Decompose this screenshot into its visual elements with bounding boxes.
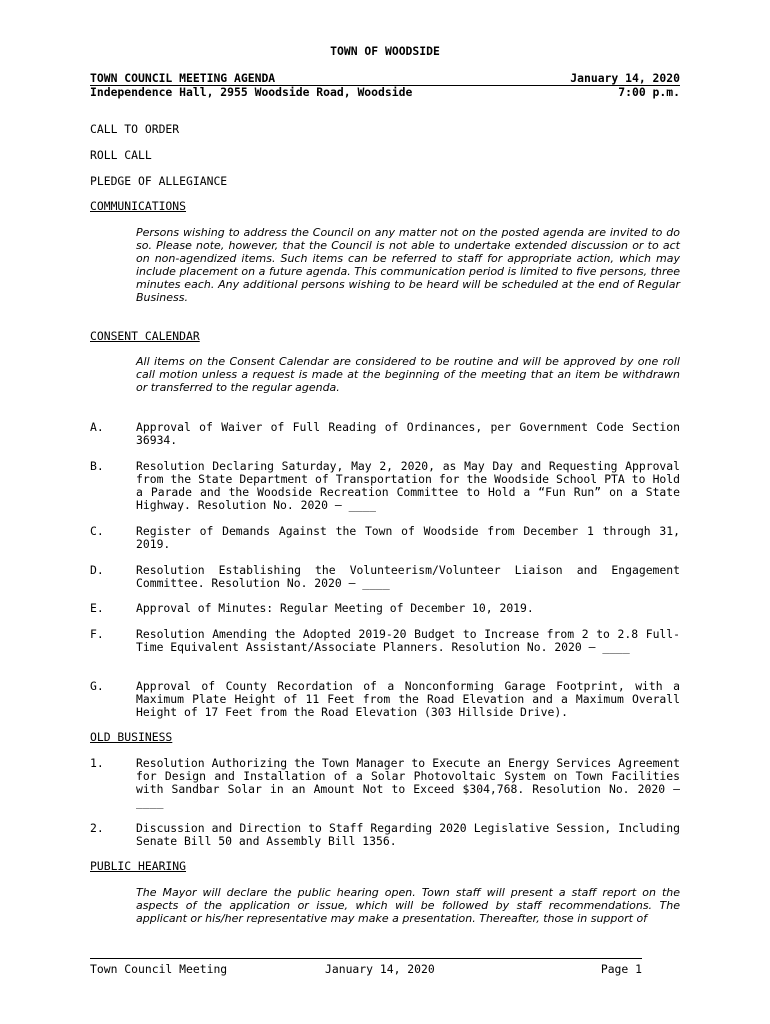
footer-date: January 14, 2020 [325,962,435,976]
item-text: Approval of Minutes: Regular Meeting of December 10, 2019. [136,601,534,615]
item-label: E. [90,601,104,615]
item-label: B. [90,459,104,473]
header-row-title [90,72,680,86]
agenda-header [90,72,680,99]
item-label: C. [90,524,104,538]
item-label: D. [90,563,104,577]
town-title: TOWN OF WOODSIDE [330,44,440,58]
item-label: A. [90,420,104,434]
meeting-date: January 14, 2020 [570,71,680,85]
page-footer [90,958,642,976]
pledge-heading: PLEDGE OF ALLEGIANCE [90,174,228,188]
footer-meeting: Town Council Meeting [90,962,228,976]
communications-heading: COMMUNICATIONS [90,199,187,213]
item-text: Resolution Declaring Saturday, May 2, 2020, as May Day and Requesting Approval from the State Department of Transportation for the Woodside School PTA to Hold a Parade and the Woodside Recreation Committee to Hold a “Fun Run” on a State Highway. Resolution No. 2020 – ____ [136,459,680,512]
consent-calendar-heading: CONSENT CALENDAR [90,329,200,343]
public-hearing-heading: PUBLIC HEARING [90,859,187,873]
old-business-heading: OLD BUSINESS [90,730,173,744]
item-text: Resolution Establishing the Volunteerism/Volunteer Liaison and Engagement Committee. Resolution No. 2020 – ____ [136,563,680,590]
item-label: 1. [90,756,104,770]
meeting-time: 7:00 p.m. [618,85,680,99]
item-label: F. [90,627,104,641]
item-text: Resolution Amending the Adopted 2019-20 Budget to Increase from 2 to 2.8 Full-Time Equivalent Assistant/Associate Planners. Resolution No. 2020 – ____ [136,627,680,654]
item-text: Resolution Authorizing the Town Manager to Execute an Energy Services Agreement for Design and Installation of a Solar Photovoltaic System on Town Facilities with Sandbar Solar in an Amount Not to Exceed $304,768. Resolution No. 2020 – ____ [136,756,680,809]
agenda-title: TOWN COUNCIL MEETING AGENDA [90,71,276,85]
consent-intro-text: All items on the Consent Calendar are considered to be routine and will be approved by one roll call motion unless a request is made at the beginning of the meeting that an item be withdrawn or transferred to the regular agenda. [136,355,680,394]
public-hearing-text: The Mayor will declare the public hearing open. Town staff will present a staff report on the aspects of the application or issue, which will be followed by staff recommendations. The applicant or his/her representative may make a presentation. Thereafter, those in support of [136,886,680,925]
item-text: Approval of Waiver of Full Reading of Ordinances, per Government Code Section 36934. [136,420,680,447]
item-text: Discussion and Direction to Staff Regarding 2020 Legislative Session, Including Senate Bill 50 and Assembly Bill 1356. [136,821,680,848]
item-label: 2. [90,821,104,835]
item-text: Register of Demands Against the Town of Woodside from December 1 through 31, 2019. [136,524,680,551]
item-label: G. [90,679,104,693]
meeting-location: Independence Hall, 2955 Woodside Road, Woodside [90,85,413,99]
footer-page-number: Page 1 [600,962,642,976]
header-row-location [90,86,680,99]
communications-text: Persons wishing to address the Council on any matter not on the posted agenda are invited to do so. Please note, however, that the Council is not able to undertake extended discussion or to act on non-agendized items. Such items can be referred to staff for appropriate action, which may include placement on a future agenda. This communication period is limited to five persons, three minutes each. Any additional persons wishing to be heard will be scheduled at the end of Regular Business. [136,226,680,304]
item-text: Approval of County Recordation of a Nonconforming Garage Footprint, with a Maximum Plate Height of 11 Feet from the Road Elevation and a Maximum Overall Height of 17 Feet from the Road Elevation (303 Hillside Drive). [136,679,680,719]
call-to-order-heading: CALL TO ORDER [90,122,180,136]
roll-call-heading: ROLL CALL [90,148,152,162]
